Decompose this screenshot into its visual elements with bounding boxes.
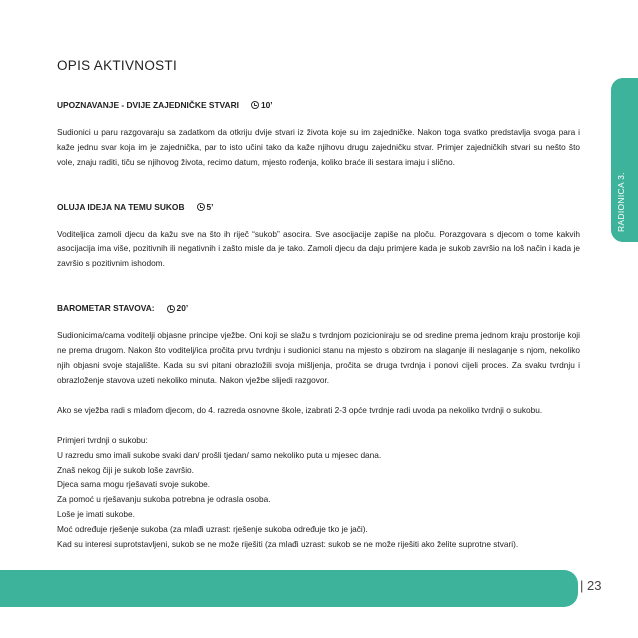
clock-icon [251,101,259,109]
activity-heading [57,200,580,215]
activity-description: Sudionici u paru razgovaraju sa zadatkom da otkriju dvije stvari iz života koje su im zajedničke. Nakon toga svatko predstavlja svoga para i kaže jednu svar koja im je zajednička, par to isto učini tako da kaže njihovu drugu zajedničku stvar. Primjer zajedničkih stvari su nešto što vole, znaju raditi, tiču se njihovog života, recimo datum, mjesto rođenja, koliko braće ili sestara imaju i slično. [57,126,580,167]
example-statement: U razredu smo imali sukobe svaki dan/ prošli tjedan/ samo nekoliko puta u mjesec dana. [57,449,382,460]
footer-band [0,570,578,607]
example-statement: Kad su interesi suprotstavljeni, sukob se ne može riješiti (za mlađi uzrast: sukob se ne može riješiti ako želite suprotne stvari). [57,539,519,550]
activity-duration [167,301,189,316]
clock-icon [197,203,205,211]
activity-duration-value: 20’ [176,303,189,314]
activity-title: OLUJA IDEJA NA TEMU SUKOB [57,201,185,212]
chapter-tab-label: RADIONICA 3. [616,172,626,232]
example-statement: Loše je imati sukobe. [57,509,135,520]
example-statement: Moć određuje rješenje sukoba (za mlađi uzrast: rješenje sukoba određuje tko je jači). [57,524,368,535]
example-statement: Djeca sama mogu rješavati svoje sukobe. [57,479,211,490]
activity-heading [57,301,580,316]
activity-description: Voditeljica zamoli djecu da kažu sve na što ih riječ “sukob” asocira. Sve asocijacije zapiše na ploču. Porazgovara s djecom o tome kakvih asocijacija ima više, pozitivnih ili negativnih i zašto misle da je tako. Zamoli djecu da daju primjere kada je sukob završio na loš način i kada je završio s pozitivnim ishodom. [57,228,580,269]
activity-content [57,98,580,552]
page-number: | 23 [580,578,602,593]
activity-title: BAROMETAR STAVOVA: [57,303,155,314]
activity-heading [57,98,580,113]
example-statement: Za pomoć u rješavanju sukoba potrebna je odrasla osoba. [57,494,271,505]
activity-duration-value: 5’ [206,201,214,212]
clock-icon [167,305,175,313]
activity-duration-value: 10’ [260,100,273,110]
activity-duration [251,98,273,113]
activity-title: UPOZNAVANJE - DVIJE ZAJEDNIČKE STVARI [57,100,239,110]
examples-intro: Primjeri tvrdnji o sukobu: [57,434,148,445]
page-title: OPIS AKTIVNOSTI [57,58,178,73]
activity-note: Ako se vježba radi s mlađom djecom, do 4. razreda osnovne škole, izabrati 2-3 opće tvrdnje radi uvoda pa nekoliko tvrdnji o sukobu. [57,404,543,415]
activity-description: Sudionicima/cama voditelji objasne principe vježbe. Oni koji se slažu s tvrdnjom pozicioniraju se od sredine prema jednom kraju prostorije koji ne prema drugom. Nakon što voditelj/ica pročita prvu tvrdnju i sudionici stanu na mjesto s obzirom na slaganje ili neslaganje s njom, nekoliko njih objasni svoje stajalište. Kada su svi pitani obrazložili svoja mišljenja, pročita se druga tvrdnja i ponovi cijeli proces. Za svaku tvrdnju i obrazloženje stavova uzeti nekoliko minuta. Nakon vježbe slijedi razgovor. [57,330,580,385]
example-statement: Znaš nekog čiji je sukob loše završio. [57,464,194,475]
activity-duration [197,200,214,215]
chapter-side-tab [611,78,638,242]
